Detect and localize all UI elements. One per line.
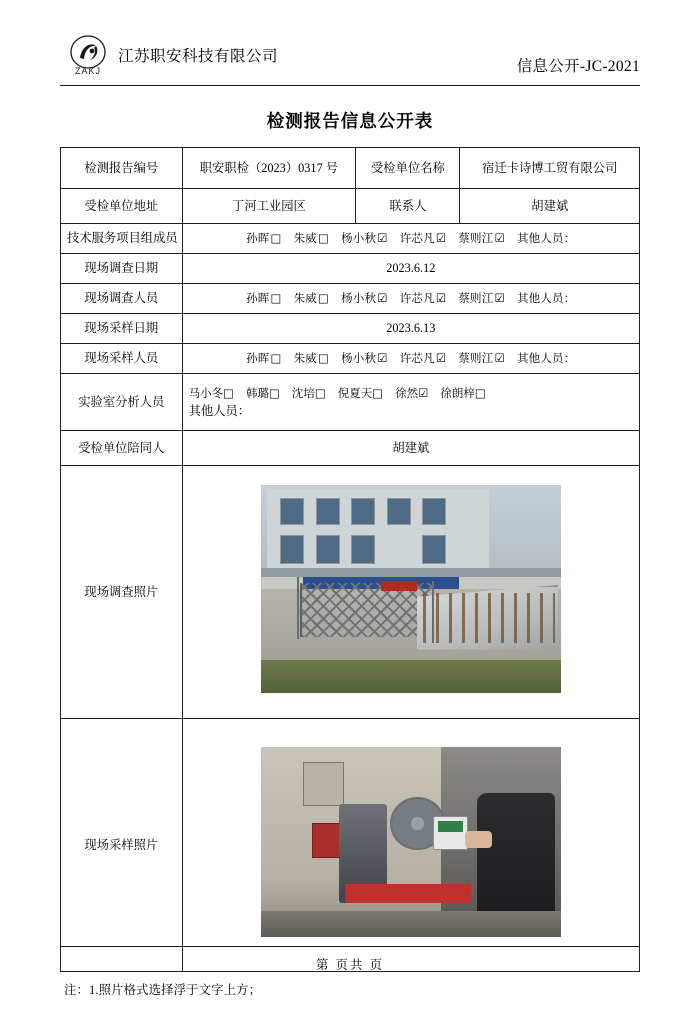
table-row: [61, 374, 640, 431]
member-name: 倪夏天: [337, 385, 373, 400]
contact-value: 胡建斌: [460, 189, 640, 224]
checkbox-empty-icon[interactable]: □: [318, 291, 330, 306]
member-checkbox-杨小秋[interactable]: [341, 230, 388, 247]
document-page: [0, 24, 700, 1013]
company-logo-icon: [60, 32, 116, 78]
member-checkbox-朱威[interactable]: [294, 290, 329, 307]
member-checkbox-孙晖[interactable]: [246, 350, 281, 367]
document-header: [60, 24, 640, 86]
sample-staff-label: 现场采样人员: [61, 344, 183, 374]
member-name: 孙晖: [246, 291, 270, 306]
checkbox-checked-icon[interactable]: ☑: [377, 231, 388, 246]
table-note: 注：1.照片格式选择浮于文字上方；: [64, 983, 262, 997]
checkbox-checked-icon[interactable]: ☑: [494, 351, 505, 366]
member-checkbox-蔡则江[interactable]: [458, 350, 505, 367]
member-name: 朱威: [293, 231, 317, 246]
table-row-survey-photo: [61, 466, 640, 719]
member-checkbox-蔡则江[interactable]: [458, 230, 505, 247]
accompany-value: 胡建斌: [182, 431, 639, 466]
sample-photo-cell: [182, 719, 639, 972]
page-title: 检测报告信息公开表: [266, 111, 434, 131]
report-no-label: 检测报告编号: [61, 148, 183, 189]
table-row: [61, 344, 640, 374]
team-label: 技术服务项目组成员: [61, 224, 183, 254]
checkbox-empty-icon[interactable]: □: [270, 351, 282, 366]
member-name: 蔡则江: [458, 291, 494, 306]
checkbox-checked-icon[interactable]: ☑: [494, 231, 505, 246]
member-name: 杨小秋: [341, 231, 377, 246]
survey-photo-label: 现场调查照片: [61, 466, 183, 719]
member-name: 韩璐: [245, 385, 269, 400]
survey-photo: [261, 485, 561, 693]
address-label: 受检单位地址: [61, 189, 183, 224]
accompany-label: 受检单位陪同人: [61, 431, 183, 466]
report-info-table: [60, 147, 640, 972]
member-name: 徐然: [395, 385, 419, 400]
document-footer: [60, 946, 640, 973]
table-row-sample-photo: [61, 719, 640, 972]
member-checkbox-徐然[interactable]: [395, 385, 428, 402]
member-checkbox-孙晖[interactable]: [246, 290, 281, 307]
checkbox-empty-icon[interactable]: □: [223, 385, 234, 400]
member-name: 许芯凡: [399, 351, 435, 366]
member-checkbox-蔡则江[interactable]: [458, 290, 505, 307]
member-name: 蔡则江: [458, 231, 494, 246]
member-name: 孙晖: [246, 231, 270, 246]
table-row: [61, 189, 640, 224]
checkbox-checked-icon[interactable]: ☑: [435, 291, 447, 306]
report-no-value: 职安职检（2023）0317 号: [182, 148, 356, 189]
member-name: 沈培: [291, 385, 315, 400]
footer-divider: [60, 946, 640, 947]
table-row: [61, 431, 640, 466]
checkbox-empty-icon[interactable]: □: [268, 385, 280, 400]
member-checkbox-徐朗梓[interactable]: [440, 385, 485, 402]
page-number: 第 页共 页: [315, 958, 385, 972]
member-checkbox-朱威[interactable]: [294, 230, 329, 247]
member-checkbox-许芯凡[interactable]: [400, 290, 447, 307]
other-members-label: 其他人员：: [516, 231, 576, 246]
client-label: 受检单位名称: [356, 148, 460, 189]
member-name: 马小冬: [188, 385, 224, 400]
checkbox-empty-icon[interactable]: □: [314, 385, 326, 400]
document-code: 信息公开-JC-2021: [516, 58, 640, 75]
sample-photo: [261, 747, 561, 937]
checkbox-checked-icon[interactable]: ☑: [377, 351, 388, 366]
member-checkbox-韩璐[interactable]: [246, 385, 280, 402]
member-checkbox-杨小秋[interactable]: [341, 290, 388, 307]
survey-date-label: 现场调查日期: [61, 254, 183, 284]
header-divider: [60, 85, 640, 86]
lab-members-checkline: [182, 374, 639, 431]
checkbox-empty-icon[interactable]: □: [270, 231, 282, 246]
member-name: 许芯凡: [399, 231, 435, 246]
checkbox-empty-icon[interactable]: □: [474, 385, 486, 400]
table-row: [61, 314, 640, 344]
client-value: 宿迁卡诗博工贸有限公司: [460, 148, 640, 189]
checkbox-empty-icon[interactable]: □: [318, 231, 330, 246]
lab-others-label: 其他人员：: [188, 404, 251, 418]
member-name: 蔡则江: [458, 351, 494, 366]
survey-photo-cell: [182, 466, 639, 719]
member-checkbox-杨小秋[interactable]: [341, 350, 388, 367]
member-checkbox-孙晖[interactable]: [246, 230, 281, 247]
member-name: 杨小秋: [341, 291, 377, 306]
survey-members-checkline: [182, 284, 639, 314]
sample-photo-label: 现场采样照片: [61, 719, 183, 972]
checkbox-checked-icon[interactable]: ☑: [435, 351, 447, 366]
member-checkbox-朱威[interactable]: [294, 350, 329, 367]
sample-members-checkline: [182, 344, 639, 374]
address-value: 丁河工业园区: [182, 189, 356, 224]
member-name: 朱威: [293, 351, 317, 366]
other-members-label: 其他人员：: [516, 351, 576, 366]
member-name: 朱威: [293, 291, 317, 306]
checkbox-empty-icon[interactable]: □: [270, 291, 282, 306]
member-checkbox-马小冬[interactable]: [189, 385, 234, 402]
sample-date-label: 现场采样日期: [61, 314, 183, 344]
member-checkbox-沈培[interactable]: [292, 385, 326, 402]
svg-text:ZAKJ: ZAKJ: [74, 66, 102, 76]
member-checkbox-许芯凡[interactable]: [400, 230, 447, 247]
contact-label: 联系人: [356, 189, 460, 224]
table-row: [61, 148, 640, 189]
member-name: 杨小秋: [341, 351, 377, 366]
member-name: 许芯凡: [399, 291, 435, 306]
survey-staff-label: 现场调查人员: [61, 284, 183, 314]
member-checkbox-许芯凡[interactable]: [400, 350, 447, 367]
member-name: 徐朗梓: [440, 385, 475, 400]
checkbox-checked-icon[interactable]: ☑: [377, 291, 388, 306]
member-name: 孙晖: [246, 351, 270, 366]
table-row: [61, 224, 640, 254]
sample-date-value: 2023.6.13: [182, 314, 639, 344]
lab-label: 实验室分析人员: [61, 374, 183, 431]
company-name: 江苏职安科技有限公司: [118, 48, 279, 65]
checkbox-empty-icon[interactable]: □: [372, 385, 384, 400]
checkbox-checked-icon[interactable]: ☑: [494, 291, 505, 306]
table-row: [61, 254, 640, 284]
checkbox-empty-icon[interactable]: □: [318, 351, 330, 366]
team-members-checkline: [182, 224, 639, 254]
survey-date-value: 2023.6.12: [182, 254, 639, 284]
member-checkbox-倪夏天[interactable]: [338, 385, 383, 402]
checkbox-checked-icon[interactable]: ☑: [418, 385, 429, 400]
other-members-label: 其他人员：: [516, 291, 576, 306]
table-row: [61, 284, 640, 314]
checkbox-checked-icon[interactable]: ☑: [435, 231, 447, 246]
